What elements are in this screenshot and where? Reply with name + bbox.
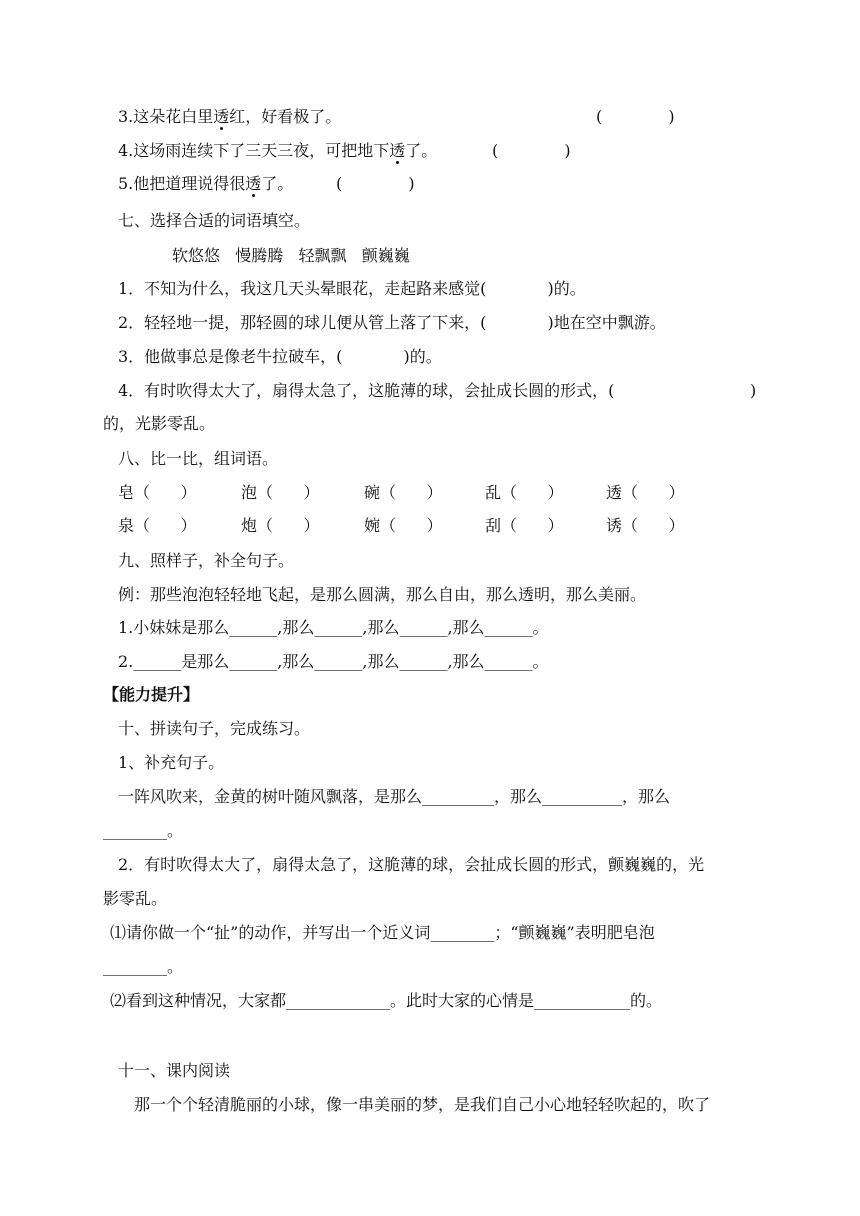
q6-item-5-text-end: 了。 xyxy=(261,174,294,193)
q7-sentence-4-close-paren: ) xyxy=(750,381,757,400)
q6-item-4-text: 4.这场雨连续下了三天三夜，可把地下 xyxy=(118,141,390,160)
q8-row1-item3[interactable]: 碗（ ） xyxy=(364,483,443,502)
q11-passage: 那一个个轻清脆丽的小球，像一串美丽的梦，是我们自己小心地轻轻吹起的，吹了 xyxy=(134,1095,711,1114)
q7-sentence-3: 3．他做事总是像老牛拉破车，( )的。 xyxy=(118,347,442,366)
section-heading: 【能力提升】 xyxy=(103,685,200,704)
q6-item-3-text-end: 红，好看极了。 xyxy=(229,107,342,126)
q6-item-3-marked-char: 透 xyxy=(213,107,230,126)
q6-item-5-text: 5.他把道理说得很 xyxy=(118,174,246,193)
q6-item-4-marked-char: 透 xyxy=(389,141,406,160)
q9-title: 九、照样子，补全句子。 xyxy=(118,551,295,570)
q7-word-bank: 软悠悠 慢腾腾 轻飘飘 颤巍巍 xyxy=(172,246,410,265)
q9-sentence-2[interactable]: 2.______是那么______,那么______,那么______,那么______。 xyxy=(118,652,549,671)
q7-sentence-4: 4．有时吹得太大了，扇得太急了，这脆薄的球，会扯成长圆的形式，( xyxy=(118,381,615,400)
q10-title: 十、拼读句子，完成练习。 xyxy=(118,719,311,738)
q8-row1-item4[interactable]: 乱（ ） xyxy=(485,483,564,502)
q10-sentence-2-cont: 影零乱。 xyxy=(103,889,168,908)
q6-item-3-blank[interactable]: ( ) xyxy=(596,107,675,126)
q8-row2-item1[interactable]: 泉（ ） xyxy=(118,516,197,535)
q10-sentence-1[interactable]: 一阵风吹来，金黄的树叶随风飘落，是那么_________，那么__________，那么 xyxy=(118,787,671,806)
q6-item-5-blank[interactable]: ( ) xyxy=(336,174,415,193)
q8-row2-item3[interactable]: 婉（ ） xyxy=(364,516,443,535)
q7-sentence-4-cont: 的，光影零乱。 xyxy=(103,414,216,433)
q8-row1-item5[interactable]: 透（ ） xyxy=(606,483,685,502)
q6-item-4-blank[interactable]: ( ) xyxy=(492,141,571,160)
q9-sentence-1[interactable]: 1.小妹妹是那么______,那么______,那么______,那么______。 xyxy=(118,618,549,637)
q11-title: 十一、课内阅读 xyxy=(118,1061,231,1080)
q6-item-5-marked-char: 透 xyxy=(245,174,262,193)
q8-row2-item4[interactable]: 刮（ ） xyxy=(485,516,564,535)
q8-row2-item2[interactable]: 炮（ ） xyxy=(241,516,320,535)
q10-prompt-1-cont[interactable]: ________。 xyxy=(103,957,184,976)
q10-prompt-1[interactable]: ⑴请你做一个“扯”的动作，并写出一个近义词________；“颤巍巍”表明肥皂泡 xyxy=(110,923,655,942)
q10-sentence-1-cont[interactable]: ________。 xyxy=(103,821,184,840)
q8-row1-item2[interactable]: 泡（ ） xyxy=(241,483,320,502)
q7-sentence-1: 1．不知为什么，我这几天头晕眼花，走起路来感觉( )的。 xyxy=(118,279,586,298)
q6-item-3-text: 3.这朵花白里 xyxy=(118,107,214,126)
q6-item-4 xyxy=(118,140,437,162)
q10-sentence-2: 2．有时吹得太大了，扇得太急了，这脆薄的球，会扯成长圆的形式，颤巍巍的，光 xyxy=(118,855,705,874)
q6-item-4-text-end: 了。 xyxy=(405,141,438,160)
q8-row2-item5[interactable]: 诱（ ） xyxy=(606,516,685,535)
q7-sentence-2: 2．轻轻地一提，那轻圆的球儿便从管上落了下来，( )地在空中飘游。 xyxy=(118,313,666,332)
q9-example: 例：那些泡泡轻轻地飞起，是那么圆满，那么自由，那么透明，那么美丽。 xyxy=(118,585,647,604)
q6-item-5 xyxy=(118,173,293,195)
q10-prompt-2[interactable]: ⑵看到这种情况，大家都_____________。此时大家的心情是____________的。 xyxy=(110,991,663,1010)
q7-title: 七、选择合适的词语填空。 xyxy=(118,211,311,230)
q8-title: 八、比一比，组词语。 xyxy=(118,449,279,468)
q10-sub-1: 1、补充句子。 xyxy=(118,753,225,772)
q8-row1-item1[interactable]: 皂（ ） xyxy=(118,483,197,502)
q6-item-3 xyxy=(118,106,341,128)
